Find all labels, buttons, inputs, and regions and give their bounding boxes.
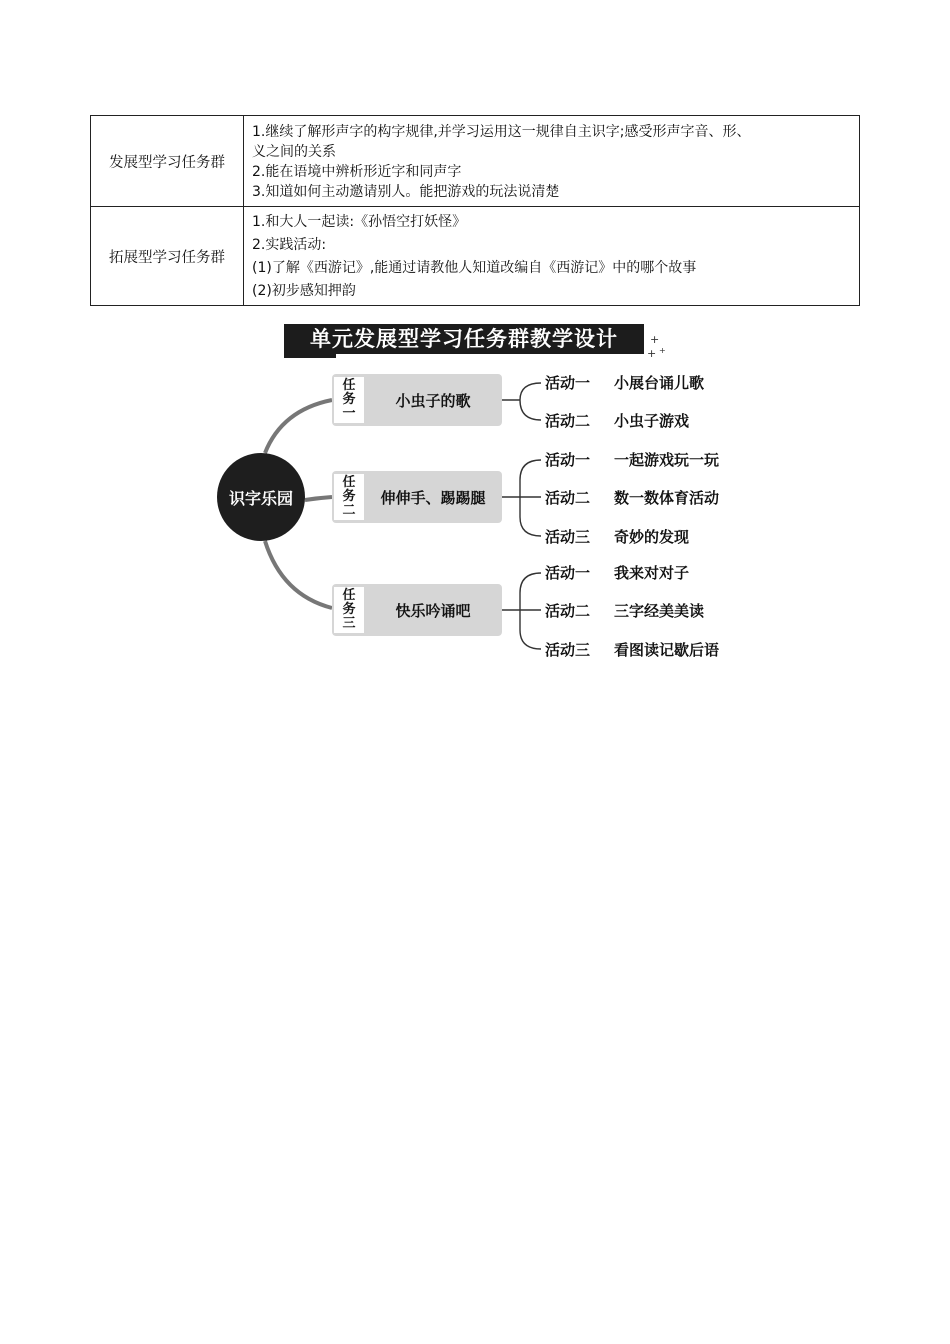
activity-bracket <box>502 573 541 649</box>
task-tag-char: 二 <box>342 503 356 518</box>
task-title: 伸伸手、踢踢腿 <box>380 488 486 507</box>
activity-bracket <box>502 383 541 420</box>
task-card-3 <box>332 584 502 636</box>
task-card-2 <box>332 471 502 523</box>
activity-name: 活动一 <box>545 374 591 392</box>
activity-title: 看图读记歇后语 <box>614 641 720 659</box>
activity-item <box>545 449 719 471</box>
task-tag <box>334 377 364 423</box>
task-tag-char: 三 <box>342 616 356 631</box>
activity-item <box>545 562 689 584</box>
activity-item <box>545 600 704 622</box>
activity-name: 活动三 <box>545 528 591 546</box>
content-line: 2.能在语境中辨析形近字和同声字 <box>252 163 462 180</box>
task-group-label: 拓展型学习任务群 <box>91 207 244 306</box>
activity-title: 小展台诵儿歌 <box>614 374 705 392</box>
activity-name: 活动二 <box>545 489 591 507</box>
task-group-label: 发展型学习任务群 <box>91 116 244 207</box>
branch-line <box>265 541 332 608</box>
activity-name: 活动二 <box>545 602 591 620</box>
activity-item <box>545 372 704 394</box>
activity-item <box>545 410 689 432</box>
mindmap-title: 单元发展型学习任务群教学设计 <box>284 324 644 354</box>
task-tag-char: 务 <box>342 602 356 617</box>
activity-item <box>545 487 719 509</box>
activity-title: 一起游戏玩一玩 <box>614 451 720 469</box>
branch-line <box>305 497 332 500</box>
mindmap-root: 识字乐园 <box>217 453 305 541</box>
task-tag-char: 任 <box>342 475 356 490</box>
task-card-1 <box>332 374 502 426</box>
task-tag-char: 一 <box>342 406 356 421</box>
sparkle-icon: + <box>659 346 666 355</box>
activity-item <box>545 526 689 548</box>
activity-name: 活动二 <box>545 412 591 430</box>
activity-title: 小虫子游戏 <box>614 412 690 430</box>
task-tag-char: 务 <box>342 489 356 504</box>
content-line: 2.实践活动: <box>252 236 327 253</box>
task-title: 小虫子的歌 <box>395 391 471 410</box>
branch-line <box>265 400 332 453</box>
content-line: 1.继续了解形声字的构字规律,并学习运用这一规律自主识字;感受形声字音、形、 <box>252 123 751 140</box>
content-line: (2)初步感知押韵 <box>252 282 356 299</box>
sparkle-icon: + <box>650 333 660 346</box>
activity-bracket <box>502 460 541 536</box>
task-tag-char: 任 <box>342 588 356 603</box>
activity-item <box>545 639 719 661</box>
task-tag <box>334 587 364 633</box>
activity-name: 活动一 <box>545 451 591 469</box>
sparkle-icon: + <box>647 347 657 360</box>
activity-title: 奇妙的发现 <box>614 528 690 546</box>
content-line: 义之间的关系 <box>252 143 336 160</box>
activity-title: 三字经美美读 <box>614 602 705 620</box>
activity-title: 数一数体育活动 <box>614 489 720 507</box>
task-tag-char: 务 <box>342 392 356 407</box>
content-line: 3.知道如何主动邀请别人。能把游戏的玩法说清楚 <box>252 183 560 200</box>
task-tag <box>334 474 364 520</box>
activity-title: 我来对对子 <box>614 564 690 582</box>
activity-name: 活动一 <box>545 564 591 582</box>
content-line: (1)了解《西游记》,能通过请教他人知道改编自《西游记》中的哪个故事 <box>252 259 697 276</box>
task-title: 快乐吟诵吧 <box>395 601 471 620</box>
activity-name: 活动三 <box>545 641 591 659</box>
task-tag-char: 任 <box>342 378 356 393</box>
content-line: 1.和大人一起读:《孙悟空打妖怪》 <box>252 213 467 230</box>
